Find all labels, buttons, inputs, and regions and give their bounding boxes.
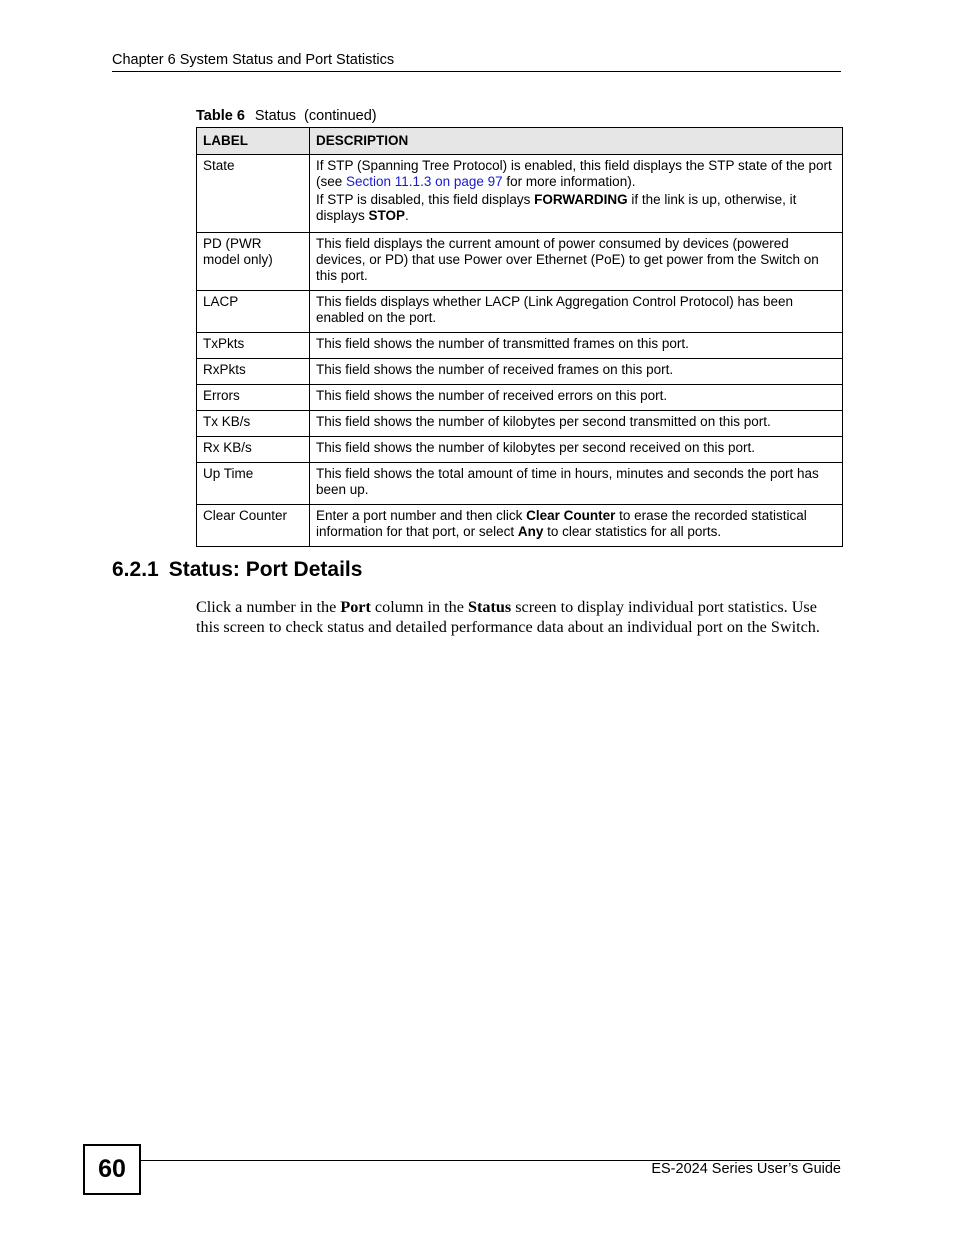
bold-term: Clear Counter	[526, 508, 616, 523]
chapter-header: Chapter 6 System Status and Port Statistics	[112, 52, 841, 72]
row-description: This field shows the total amount of time in hours, minutes and seconds the port has been up.	[310, 463, 843, 505]
table-header-row	[197, 128, 843, 155]
row-description	[310, 505, 843, 547]
section-title: Status: Port Details	[168, 558, 363, 581]
row-label: TxPkts	[197, 333, 310, 359]
state-paragraph-2	[316, 192, 836, 224]
text-span: to clear statistics for all ports.	[543, 524, 722, 539]
row-label: PD (PWR model only)	[197, 233, 310, 291]
bold-term: FORWARDING	[534, 192, 628, 207]
row-label: Rx KB/s	[197, 437, 310, 463]
text-span: to erase the recorded statistical information for that port, or select	[316, 508, 807, 539]
section-body	[196, 597, 844, 637]
row-description: This field shows the number of received errors on this port.	[310, 385, 843, 411]
row-description: This field shows the number of kilobytes per second transmitted on this port.	[310, 411, 843, 437]
row-description: This field shows the number of transmitted frames on this port.	[310, 333, 843, 359]
text-span: screen to display individual port statistics. Use this screen to check status and detailed performance data about an individual port on the Switch.	[196, 598, 820, 636]
text-span: If STP is disabled, this field displays	[316, 192, 535, 207]
page-number: 60	[83, 1144, 141, 1195]
table-caption	[196, 108, 377, 124]
row-description: This field shows the number of kilobytes per second received on this port.	[310, 437, 843, 463]
bold-term: STOP	[368, 208, 406, 223]
section-heading	[112, 558, 362, 582]
text-span: .	[405, 208, 409, 223]
row-description: This field displays the current amount of power consumed by devices (powered devices, or PD) that use Power over Ethernet (PoE) to get power from the Switch on this port.	[310, 233, 843, 291]
text-span: if the link is up, otherwise, it displays	[316, 192, 797, 223]
guide-title: ES-2024 Series User’s Guide	[651, 1161, 841, 1177]
column-header-description: DESCRIPTION	[310, 128, 843, 155]
row-description: This field shows the number of received frames on this port.	[310, 359, 843, 385]
text-span: column in the	[370, 598, 468, 616]
row-label: LACP	[197, 291, 310, 333]
section-number: 6.2.1	[112, 558, 159, 581]
table-caption-text: Status (continued)	[254, 108, 377, 124]
row-label: Tx KB/s	[197, 411, 310, 437]
section-link[interactable]: Section 11.1.3 on page 97	[346, 174, 503, 189]
row-label: Clear Counter	[197, 505, 310, 547]
table-row	[197, 333, 843, 359]
table-row	[197, 155, 843, 233]
row-description: This fields displays whether LACP (Link Aggregation Control Protocol) has been enabled on the port.	[310, 291, 843, 333]
row-description	[310, 155, 843, 233]
bold-term: Port	[340, 598, 371, 616]
table-row	[197, 359, 843, 385]
status-table	[196, 127, 843, 547]
text-span: If STP (Spanning Tree Protocol) is enabled, this field displays the STP state of the port (see	[316, 158, 832, 189]
table-row	[197, 463, 843, 505]
row-label: RxPkts	[197, 359, 310, 385]
table-row	[197, 437, 843, 463]
text-span: for more information).	[502, 174, 636, 189]
table-row	[197, 233, 843, 291]
table-number: Table 6	[196, 108, 245, 124]
column-header-label: LABEL	[197, 128, 310, 155]
table-row	[197, 411, 843, 437]
table-row	[197, 385, 843, 411]
bold-term: Any	[517, 524, 544, 539]
row-label: Errors	[197, 385, 310, 411]
row-label: Up Time	[197, 463, 310, 505]
table-row	[197, 291, 843, 333]
text-span: Click a number in the	[196, 598, 341, 616]
table-row	[197, 505, 843, 547]
bold-term: Status	[467, 598, 512, 616]
row-label: State	[197, 155, 310, 233]
text-span: Enter a port number and then click	[316, 508, 527, 523]
state-paragraph-1	[316, 158, 836, 190]
